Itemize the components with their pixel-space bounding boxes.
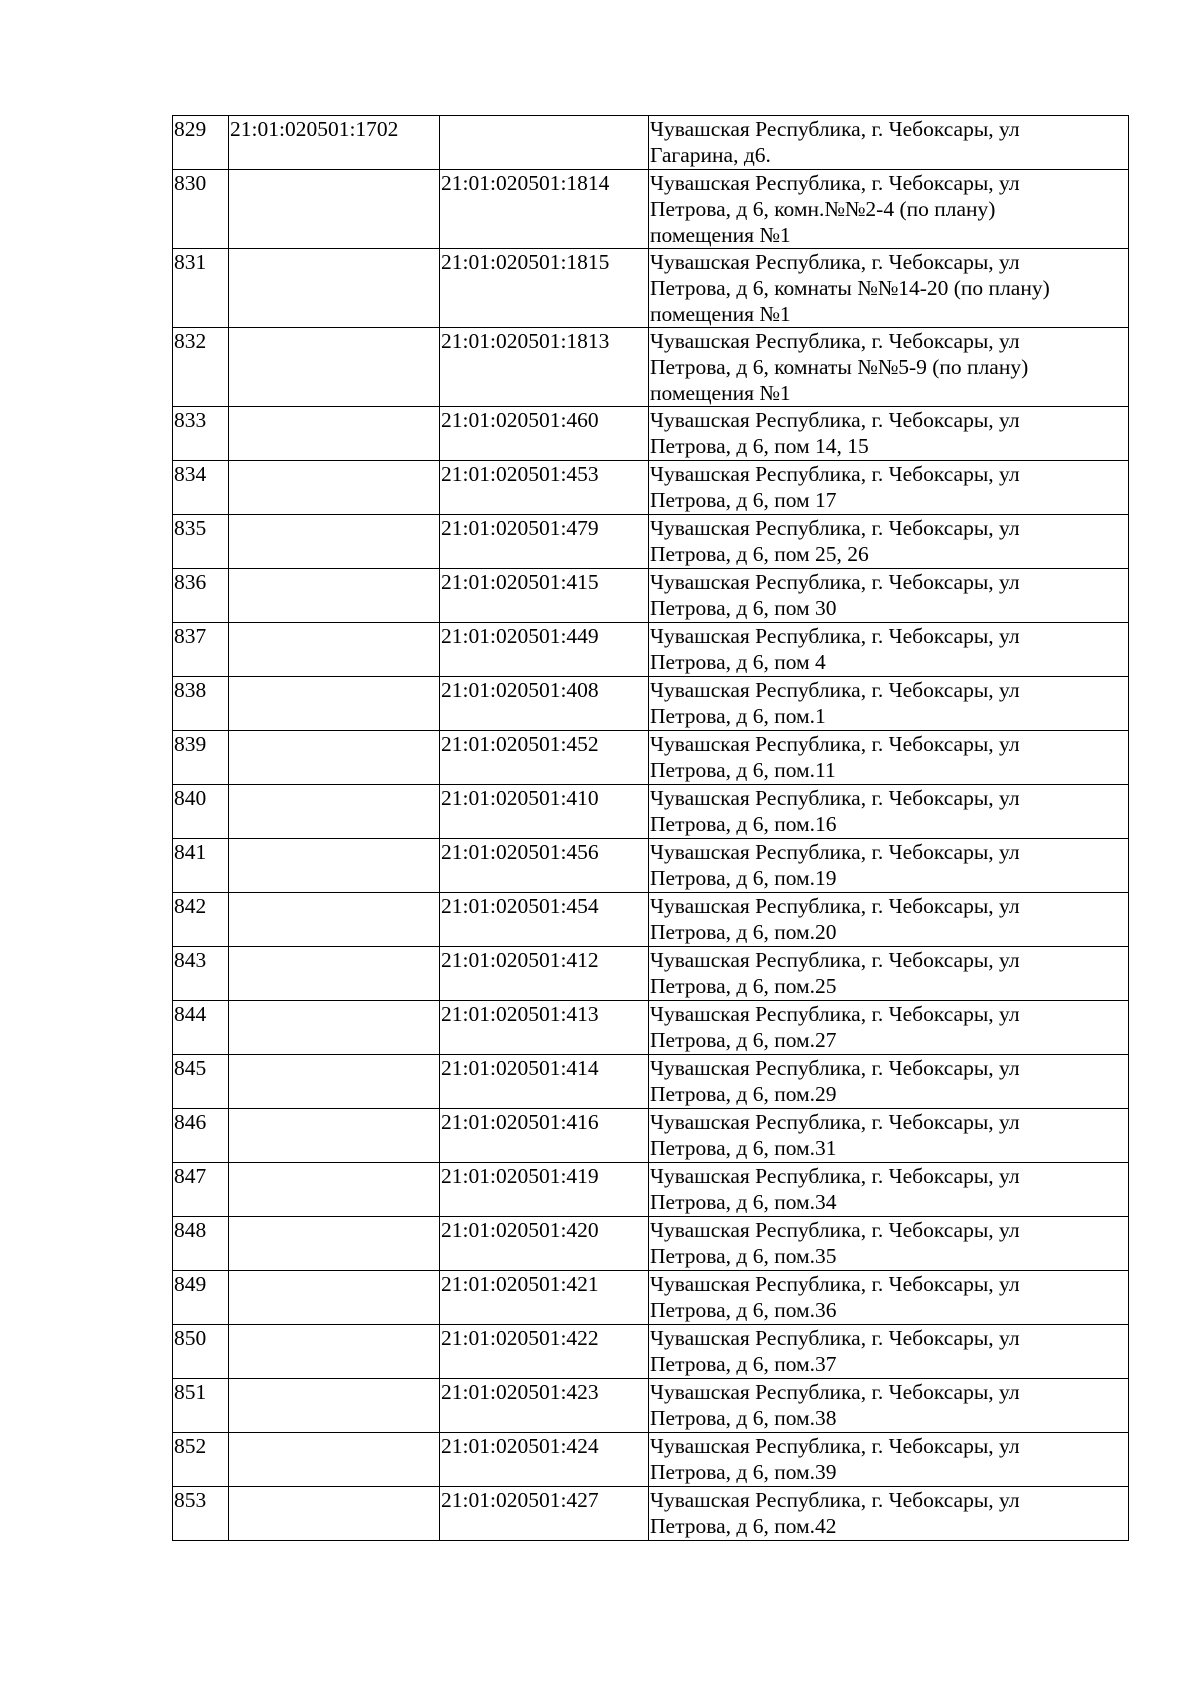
address-cell	[649, 839, 1129, 893]
cadastral-number-cell	[229, 1217, 440, 1271]
cadastral-number-cell	[229, 1163, 440, 1217]
premises-cadastral-number-cell: 21:01:020501:456	[440, 839, 649, 893]
address-line: Чувашская Республика, г. Чебоксары, ул	[650, 117, 1020, 141]
table-row	[173, 1487, 1129, 1541]
premises-cadastral-number-cell: 21:01:020501:424	[440, 1433, 649, 1487]
row-number-cell: 844	[173, 1001, 229, 1055]
cadastral-number-cell	[229, 785, 440, 839]
address-line: Петрова, д 6, пом.27	[650, 1028, 837, 1052]
premises-cadastral-number-cell: 21:01:020501:1815	[440, 249, 649, 328]
address-line: Гагарина, д6.	[650, 143, 771, 167]
address-cell	[649, 1163, 1129, 1217]
premises-cadastral-number-cell: 21:01:020501:452	[440, 731, 649, 785]
premises-cadastral-number-cell: 21:01:020501:1813	[440, 328, 649, 407]
premises-cadastral-number-cell: 21:01:020501:416	[440, 1109, 649, 1163]
address-line: Петрова, д 6, пом.34	[650, 1190, 837, 1214]
row-number-cell: 836	[173, 569, 229, 623]
premises-cadastral-number-cell: 21:01:020501:460	[440, 407, 649, 461]
row-number-cell: 842	[173, 893, 229, 947]
row-number-cell: 831	[173, 249, 229, 328]
address-cell	[649, 1379, 1129, 1433]
premises-cadastral-number-cell: 21:01:020501:420	[440, 1217, 649, 1271]
address-cell	[649, 677, 1129, 731]
row-number-cell: 832	[173, 328, 229, 407]
table-row	[173, 785, 1129, 839]
address-cell	[649, 1271, 1129, 1325]
table-row	[173, 328, 1129, 407]
address-line: Чувашская Республика, г. Чебоксары, ул	[650, 329, 1020, 353]
table-row	[173, 116, 1129, 170]
row-number-cell: 830	[173, 170, 229, 249]
cadastral-number-cell	[229, 461, 440, 515]
premises-cadastral-number-cell: 21:01:020501:408	[440, 677, 649, 731]
address-line: Петрова, д 6, пом.36	[650, 1298, 837, 1322]
address-cell	[649, 1001, 1129, 1055]
row-number-cell: 834	[173, 461, 229, 515]
row-number-cell: 847	[173, 1163, 229, 1217]
cadastral-number-cell	[229, 623, 440, 677]
cadastral-number-cell	[229, 170, 440, 249]
premises-cadastral-number-cell: 21:01:020501:419	[440, 1163, 649, 1217]
address-line: Петрова, д 6, пом 4	[650, 650, 826, 674]
table-row	[173, 1325, 1129, 1379]
table-row	[173, 407, 1129, 461]
premises-cadastral-number-cell: 21:01:020501:454	[440, 893, 649, 947]
address-line: Петрова, д 6, комнаты №№14-20 (по плану)	[650, 276, 1050, 300]
premises-cadastral-number-cell: 21:01:020501:415	[440, 569, 649, 623]
address-line: Петрова, д 6, пом.19	[650, 866, 837, 890]
row-number-cell: 852	[173, 1433, 229, 1487]
table-row	[173, 947, 1129, 1001]
address-line: Чувашская Республика, г. Чебоксары, ул	[650, 624, 1020, 648]
address-cell	[649, 116, 1129, 170]
address-cell	[649, 893, 1129, 947]
row-number-cell: 846	[173, 1109, 229, 1163]
table-row	[173, 569, 1129, 623]
premises-cadastral-number-cell: 21:01:020501:412	[440, 947, 649, 1001]
property-registry-table	[172, 115, 1129, 1541]
cadastral-number-cell	[229, 1325, 440, 1379]
cadastral-number-cell	[229, 1487, 440, 1541]
cadastral-number-cell	[229, 947, 440, 1001]
address-cell	[649, 1217, 1129, 1271]
address-line: Чувашская Республика, г. Чебоксары, ул	[650, 1434, 1020, 1458]
address-line: Чувашская Республика, г. Чебоксары, ул	[650, 408, 1020, 432]
address-line: Чувашская Республика, г. Чебоксары, ул	[650, 1326, 1020, 1350]
cadastral-number-cell	[229, 839, 440, 893]
address-line: помещения №1	[650, 381, 791, 405]
address-line: Чувашская Республика, г. Чебоксары, ул	[650, 1002, 1020, 1026]
address-cell	[649, 1325, 1129, 1379]
row-number-cell: 838	[173, 677, 229, 731]
address-line: Чувашская Республика, г. Чебоксары, ул	[650, 1488, 1020, 1512]
address-line: Петрова, д 6, пом 17	[650, 488, 837, 512]
address-line: Петрова, д 6, пом.31	[650, 1136, 837, 1160]
address-line: Чувашская Республика, г. Чебоксары, ул	[650, 462, 1020, 486]
cadastral-number-cell	[229, 677, 440, 731]
table-row	[173, 731, 1129, 785]
table-row	[173, 623, 1129, 677]
address-line: Петрова, д 6, пом.11	[650, 758, 836, 782]
row-number-cell: 851	[173, 1379, 229, 1433]
address-line: Петрова, д 6, пом 14, 15	[650, 434, 869, 458]
address-line: Петрова, д 6, пом.42	[650, 1514, 837, 1538]
address-cell	[649, 249, 1129, 328]
cadastral-number-cell: 21:01:020501:1702	[229, 116, 440, 170]
cadastral-number-cell	[229, 328, 440, 407]
address-line: Петрова, д 6, пом.38	[650, 1406, 837, 1430]
table-row	[173, 893, 1129, 947]
row-number-cell: 850	[173, 1325, 229, 1379]
address-line: Петрова, д 6, комнаты №№5-9 (по плану)	[650, 355, 1029, 379]
cadastral-number-cell	[229, 1433, 440, 1487]
row-number-cell: 841	[173, 839, 229, 893]
cadastral-number-cell	[229, 893, 440, 947]
address-line: Петрова, д 6, пом.1	[650, 704, 826, 728]
address-cell	[649, 1487, 1129, 1541]
address-line: Петрова, д 6, пом 25, 26	[650, 542, 869, 566]
premises-cadastral-number-cell: 21:01:020501:421	[440, 1271, 649, 1325]
address-cell	[649, 623, 1129, 677]
cadastral-number-cell	[229, 407, 440, 461]
cadastral-number-cell	[229, 249, 440, 328]
table-row	[173, 1379, 1129, 1433]
premises-cadastral-number-cell: 21:01:020501:410	[440, 785, 649, 839]
premises-cadastral-number-cell: 21:01:020501:414	[440, 1055, 649, 1109]
address-line: Чувашская Республика, г. Чебоксары, ул	[650, 786, 1020, 810]
premises-cadastral-number-cell: 21:01:020501:449	[440, 623, 649, 677]
table-row	[173, 677, 1129, 731]
address-line: Чувашская Республика, г. Чебоксары, ул	[650, 1110, 1020, 1134]
address-cell	[649, 515, 1129, 569]
address-line: Петрова, д 6, комн.№№2-4 (по плану)	[650, 197, 996, 221]
address-line: Петрова, д 6, пом.25	[650, 974, 837, 998]
address-cell	[649, 461, 1129, 515]
table-row	[173, 1217, 1129, 1271]
address-line: Петрова, д 6, пом.29	[650, 1082, 837, 1106]
address-cell	[649, 170, 1129, 249]
table-row	[173, 1055, 1129, 1109]
premises-cadastral-number-cell: 21:01:020501:422	[440, 1325, 649, 1379]
address-line: Петрова, д 6, пом.39	[650, 1460, 837, 1484]
row-number-cell: 829	[173, 116, 229, 170]
address-line: Петрова, д 6, пом.16	[650, 812, 837, 836]
cadastral-number-cell	[229, 1109, 440, 1163]
cadastral-number-cell	[229, 1379, 440, 1433]
row-number-cell: 837	[173, 623, 229, 677]
cadastral-number-cell	[229, 515, 440, 569]
address-cell	[649, 1433, 1129, 1487]
table-row	[173, 1109, 1129, 1163]
table-row	[173, 170, 1129, 249]
table-row	[173, 1163, 1129, 1217]
row-number-cell: 845	[173, 1055, 229, 1109]
address-line: помещения №1	[650, 223, 791, 247]
table-row	[173, 1271, 1129, 1325]
address-line: Чувашская Республика, г. Чебоксары, ул	[650, 250, 1020, 274]
address-line: Петрова, д 6, пом.35	[650, 1244, 837, 1268]
premises-cadastral-number-cell	[440, 116, 649, 170]
address-line: Чувашская Республика, г. Чебоксары, ул	[650, 1272, 1020, 1296]
address-line: Петрова, д 6, пом 30	[650, 596, 837, 620]
address-line: Чувашская Республика, г. Чебоксары, ул	[650, 171, 1020, 195]
cadastral-number-cell	[229, 731, 440, 785]
registry-table-body	[173, 116, 1129, 1541]
address-cell	[649, 328, 1129, 407]
address-line: Чувашская Республика, г. Чебоксары, ул	[650, 1380, 1020, 1404]
table-row	[173, 1433, 1129, 1487]
address-cell	[649, 1109, 1129, 1163]
premises-cadastral-number-cell: 21:01:020501:413	[440, 1001, 649, 1055]
address-line: Чувашская Республика, г. Чебоксары, ул	[650, 948, 1020, 972]
address-cell	[649, 785, 1129, 839]
table-row	[173, 515, 1129, 569]
cadastral-number-cell	[229, 569, 440, 623]
row-number-cell: 839	[173, 731, 229, 785]
address-cell	[649, 1055, 1129, 1109]
address-line: Чувашская Республика, г. Чебоксары, ул	[650, 894, 1020, 918]
table-row	[173, 839, 1129, 893]
row-number-cell: 849	[173, 1271, 229, 1325]
table-row	[173, 1001, 1129, 1055]
row-number-cell: 843	[173, 947, 229, 1001]
row-number-cell: 848	[173, 1217, 229, 1271]
premises-cadastral-number-cell: 21:01:020501:427	[440, 1487, 649, 1541]
premises-cadastral-number-cell: 21:01:020501:453	[440, 461, 649, 515]
cadastral-number-cell	[229, 1271, 440, 1325]
row-number-cell: 853	[173, 1487, 229, 1541]
address-line: Петрова, д 6, пом.20	[650, 920, 837, 944]
address-line: Чувашская Республика, г. Чебоксары, ул	[650, 1164, 1020, 1188]
table-row	[173, 461, 1129, 515]
address-line: Чувашская Республика, г. Чебоксары, ул	[650, 678, 1020, 702]
address-cell	[649, 569, 1129, 623]
row-number-cell: 833	[173, 407, 229, 461]
address-cell	[649, 407, 1129, 461]
address-line: Чувашская Республика, г. Чебоксары, ул	[650, 570, 1020, 594]
premises-cadastral-number-cell: 21:01:020501:1814	[440, 170, 649, 249]
premises-cadastral-number-cell: 21:01:020501:479	[440, 515, 649, 569]
address-line: Чувашская Республика, г. Чебоксары, ул	[650, 1056, 1020, 1080]
address-cell	[649, 947, 1129, 1001]
address-line: Чувашская Республика, г. Чебоксары, ул	[650, 516, 1020, 540]
row-number-cell: 835	[173, 515, 229, 569]
cadastral-number-cell	[229, 1001, 440, 1055]
address-line: Петрова, д 6, пом.37	[650, 1352, 837, 1376]
address-line: Чувашская Республика, г. Чебоксары, ул	[650, 1218, 1020, 1242]
address-line: помещения №1	[650, 302, 791, 326]
address-line: Чувашская Республика, г. Чебоксары, ул	[650, 732, 1020, 756]
row-number-cell: 840	[173, 785, 229, 839]
address-cell	[649, 731, 1129, 785]
premises-cadastral-number-cell: 21:01:020501:423	[440, 1379, 649, 1433]
table-row	[173, 249, 1129, 328]
address-line: Чувашская Республика, г. Чебоксары, ул	[650, 840, 1020, 864]
cadastral-number-cell	[229, 1055, 440, 1109]
